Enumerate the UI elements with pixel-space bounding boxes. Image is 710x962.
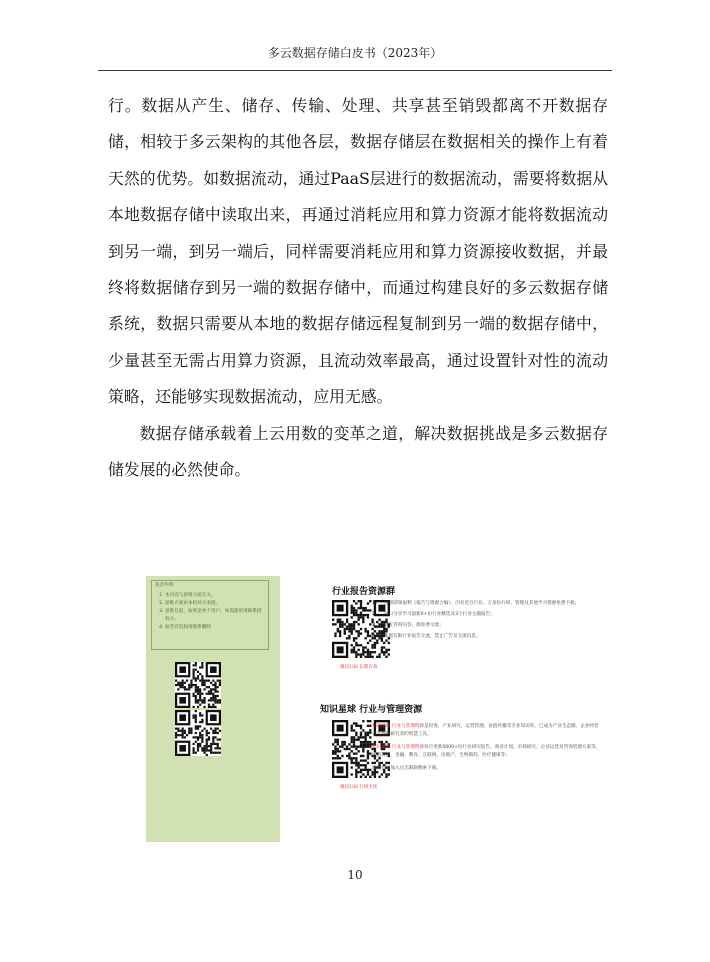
description-paragraph: 知识星球 行业与管理资源每月更新5000+份行业研究报告、商业计划、市场研究、企业运营及咨询管理方案等，涵盖科技、金融、教育、互联网、房地产、生物制药、医疗健康等；	[372, 745, 601, 758]
qr-code-icon	[175, 710, 221, 756]
group-bullet-list	[372, 601, 604, 645]
header-rule	[98, 70, 612, 71]
disclaimer-item: 1. 本内容与思维方面无关。	[165, 592, 265, 600]
planet-title: 知识星球 行业与管理资源	[320, 705, 423, 715]
promo-figure	[146, 576, 606, 842]
list-item: 1. 进群即领福利《报告与资源合编》，内有近百行业、万余份行研、管理及其他学习资源免费下载；	[372, 601, 580, 606]
disclaimer-item: 2. 思维方案由本机对分来链。	[165, 600, 265, 608]
disclaimer-title: 免责申明：	[155, 583, 178, 588]
scan-label: 微信扫码 行研无忧	[340, 785, 378, 790]
header-title: 多云数据存储白皮书（2023年）	[267, 46, 443, 60]
scan-label: 微信扫码 长期有效	[340, 665, 378, 670]
left-panel	[146, 576, 280, 842]
list-item: 3. 群友咨询问答，群免费交流；	[372, 623, 444, 628]
description-paragraph: 知识星球 行业与管理资源是投资、产业研究、运营管理、价值传播等专业知识库，已成为产业生态圈、企业经营者及数据研究者的智慧工具。	[372, 724, 599, 737]
body-text	[108, 88, 608, 488]
description-paragraph: 微信扫码加入后无限制搜索下载。	[372, 766, 441, 771]
page-number: 10	[347, 868, 363, 882]
list-item: 2. 每日分享学习最新6+份行业精选及3个行业主题报告；	[372, 612, 495, 617]
disclaimer-box	[151, 580, 269, 650]
right-panel	[280, 576, 606, 842]
list-item: 4. 本群仅限行业报告交流，禁止广告及交流信息。	[372, 634, 481, 639]
group-title: 行业报告资源群	[332, 587, 396, 597]
disclaimer-item: 3. 思维目前，如果是单个用户，如需使用请联系授权方。	[165, 608, 265, 624]
qr-code-icon	[175, 662, 221, 708]
planet-description	[372, 723, 602, 779]
disclaimer-item: 4. 如若有侵权请联系删除	[165, 624, 265, 632]
paragraph: 行。数据从产生、储存、传输、处理、共享甚至销毁都离不开数据存储，相较于多云架构的其他各层，数据存储层在数据相关的操作上有着天然的优势。如数据流动，通过PaaS层进行的数据流动，需要将数据从本地数据存储中读取出来，再通过消耗应用和算力资源才能将数据流动到另一端，到另一端后，同样需要消耗应用和算力资源接收数据，并最终将数据储存到另一端的数据存储中，而通过构建良好的多云数据存储系统，数据只需要从本地的数据存储远程复制到另一端的数据存储中，少量甚至无需占用算力资源，且流动效率最高，通过设置针对性的流动策略，还能够实现数据流动，应用无感。	[108, 96, 608, 407]
paragraph: 数据存储承载着上云用数的变革之道，解决数据挑战是多云数据存储发展的必然使命。	[108, 423, 608, 480]
